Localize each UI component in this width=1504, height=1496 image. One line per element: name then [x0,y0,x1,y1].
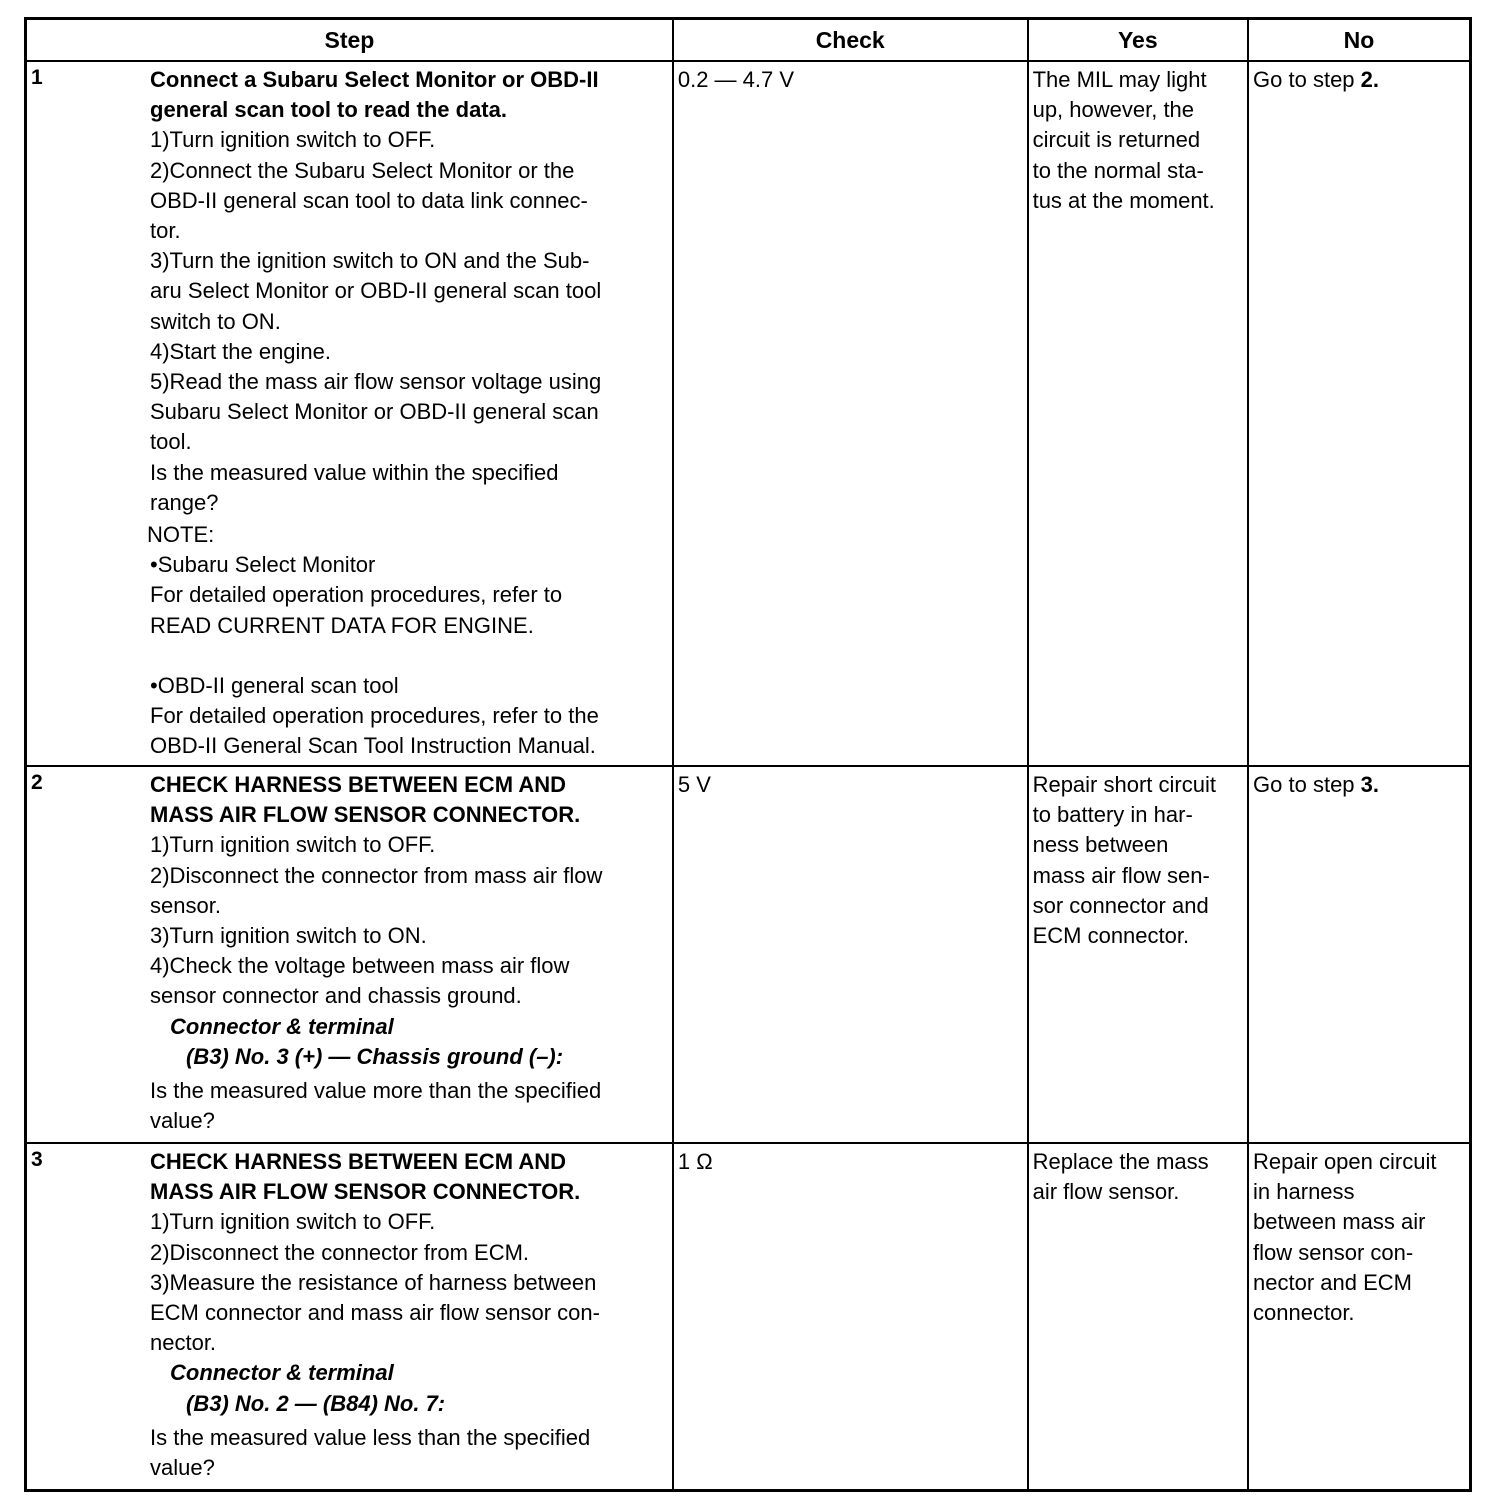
step-line: 3)Turn ignition switch to ON. [150,923,427,949]
step-line: switch to ON. [150,308,281,334]
yes-line: Replace the mass [1032,1149,1209,1174]
table-row [26,61,1471,766]
step-title: CHECK HARNESS BETWEEN ECM AND [150,1149,566,1174]
step-body [150,770,666,1136]
step-line: 4)Start the engine. [150,338,332,364]
no-line: connector. [1253,1300,1355,1326]
step-line: sensor connector and chassis ground. [150,983,522,1009]
yes-line: The MIL may light [1032,67,1207,92]
note-line: For detailed operation procedures, refer to the [150,703,599,729]
no-line: nector and ECM [1253,1269,1412,1295]
yes-line: ECM connector. [1032,923,1190,949]
step-line: Is the measured value within the specified [150,459,559,485]
yes-line: tus at the moment. [1032,187,1215,213]
step-line: aru Select Monitor or OBD-II general scan tool [150,278,602,304]
table-row [26,766,1471,1143]
step-line: 3)Measure the resistance of harness between [150,1269,597,1295]
header-no: No [1248,19,1470,62]
note-line: •Subaru Select Monitor [150,552,376,578]
yes-line: up, however, the [1032,97,1195,123]
check-value: 0.2 — 4.7 V [673,61,1028,766]
header-check: Check [673,19,1028,62]
no-cell [1248,1143,1470,1491]
step-line: 2)Disconnect the connector from ECM. [150,1239,530,1265]
no-step-ref: 2. [1360,67,1380,92]
step-line: tool. [150,429,192,455]
no-cell [1248,61,1470,766]
note-label: NOTE: [147,522,215,548]
yes-line: to battery in har- [1032,802,1193,828]
yes-line: to the normal sta- [1032,157,1204,183]
step-line: 2)Connect the Subaru Select Monitor or the [150,157,575,183]
yes-cell [1028,61,1248,766]
step-line: 5)Read the mass air flow sensor voltage using [150,369,602,395]
step-cell [26,1143,673,1491]
step-line: OBD-II general scan tool to data link connec- [150,187,588,213]
yes-line: air flow sensor. [1032,1179,1180,1205]
step-number: 2 [31,771,43,794]
spacer [150,641,666,671]
connector-label: Connector & terminal [170,1013,394,1039]
header-yes: Yes [1028,19,1248,62]
step-body [147,65,666,762]
yes-cell [1028,1143,1248,1491]
no-prefix: Go to step [1253,772,1361,797]
connector-value: (B3) No. 3 (+) — Chassis ground (–): [186,1043,564,1069]
step-line: 4)Check the voltage between mass air flow [150,953,570,979]
step-cell [26,61,673,766]
table-row [26,1143,1471,1491]
step-title: CHECK HARNESS BETWEEN ECM AND [150,772,566,797]
check-value: 5 V [673,766,1028,1143]
step-line: 1)Turn ignition switch to OFF. [150,1209,436,1235]
connector-label: Connector & terminal [170,1360,394,1386]
note-line: For detailed operation procedures, refer to [150,582,563,608]
no-line: in harness [1253,1179,1355,1205]
header-step: Step [26,19,673,62]
question-line: value? [150,1108,215,1134]
note-line: OBD-II General Scan Tool Instruction Manual. [150,733,596,759]
check-value: 1 Ω [673,1143,1028,1491]
question-line: Is the measured value less than the specified [150,1424,591,1450]
header-row [26,19,1471,62]
connector-value: (B3) No. 2 — (B84) No. 7: [186,1390,446,1416]
no-line: Repair open circuit [1253,1149,1437,1174]
step-body [150,1147,666,1483]
step-number: 1 [31,66,43,89]
step-line: 3)Turn the ignition switch to ON and the Sub- [150,248,590,274]
yes-line: ness between [1032,832,1169,858]
step-line: 1)Turn ignition switch to OFF. [150,127,436,153]
step-cell [26,766,673,1143]
step-title: MASS AIR FLOW SENSOR CONNECTOR. [150,802,581,828]
question-line: Is the measured value more than the specified [150,1078,602,1104]
step-title: Connect a Subaru Select Monitor or OBD-II [150,67,599,92]
no-line: flow sensor con- [1253,1239,1414,1265]
note-line: READ CURRENT DATA FOR ENGINE. [150,612,534,638]
step-title: MASS AIR FLOW SENSOR CONNECTOR. [150,1179,581,1205]
yes-line: mass air flow sen- [1032,862,1210,888]
yes-cell [1028,766,1248,1143]
note-line: •OBD-II general scan tool [150,673,399,699]
step-line: Subaru Select Monitor or OBD-II general scan [150,399,599,425]
yes-line: Repair short circuit [1032,772,1216,797]
no-step-ref: 3. [1360,772,1380,797]
no-cell [1248,766,1470,1143]
step-line: 2)Disconnect the connector from mass air flow [150,862,603,888]
question-line: value? [150,1455,215,1481]
no-prefix: Go to step [1253,67,1361,92]
step-line: 1)Turn ignition switch to OFF. [150,832,436,858]
step-line: tor. [150,218,181,244]
diagnostic-table [24,17,1472,1492]
step-line: sensor. [150,892,221,918]
step-line: range? [150,489,219,515]
step-line: nector. [150,1330,217,1356]
yes-line: circuit is returned [1032,127,1201,153]
step-number: 3 [31,1148,43,1171]
yes-line: sor connector and [1032,892,1209,918]
step-line: ECM connector and mass air flow sensor con- [150,1300,600,1326]
step-title: general scan tool to read the data. [150,97,507,123]
no-line: between mass air [1253,1209,1426,1235]
